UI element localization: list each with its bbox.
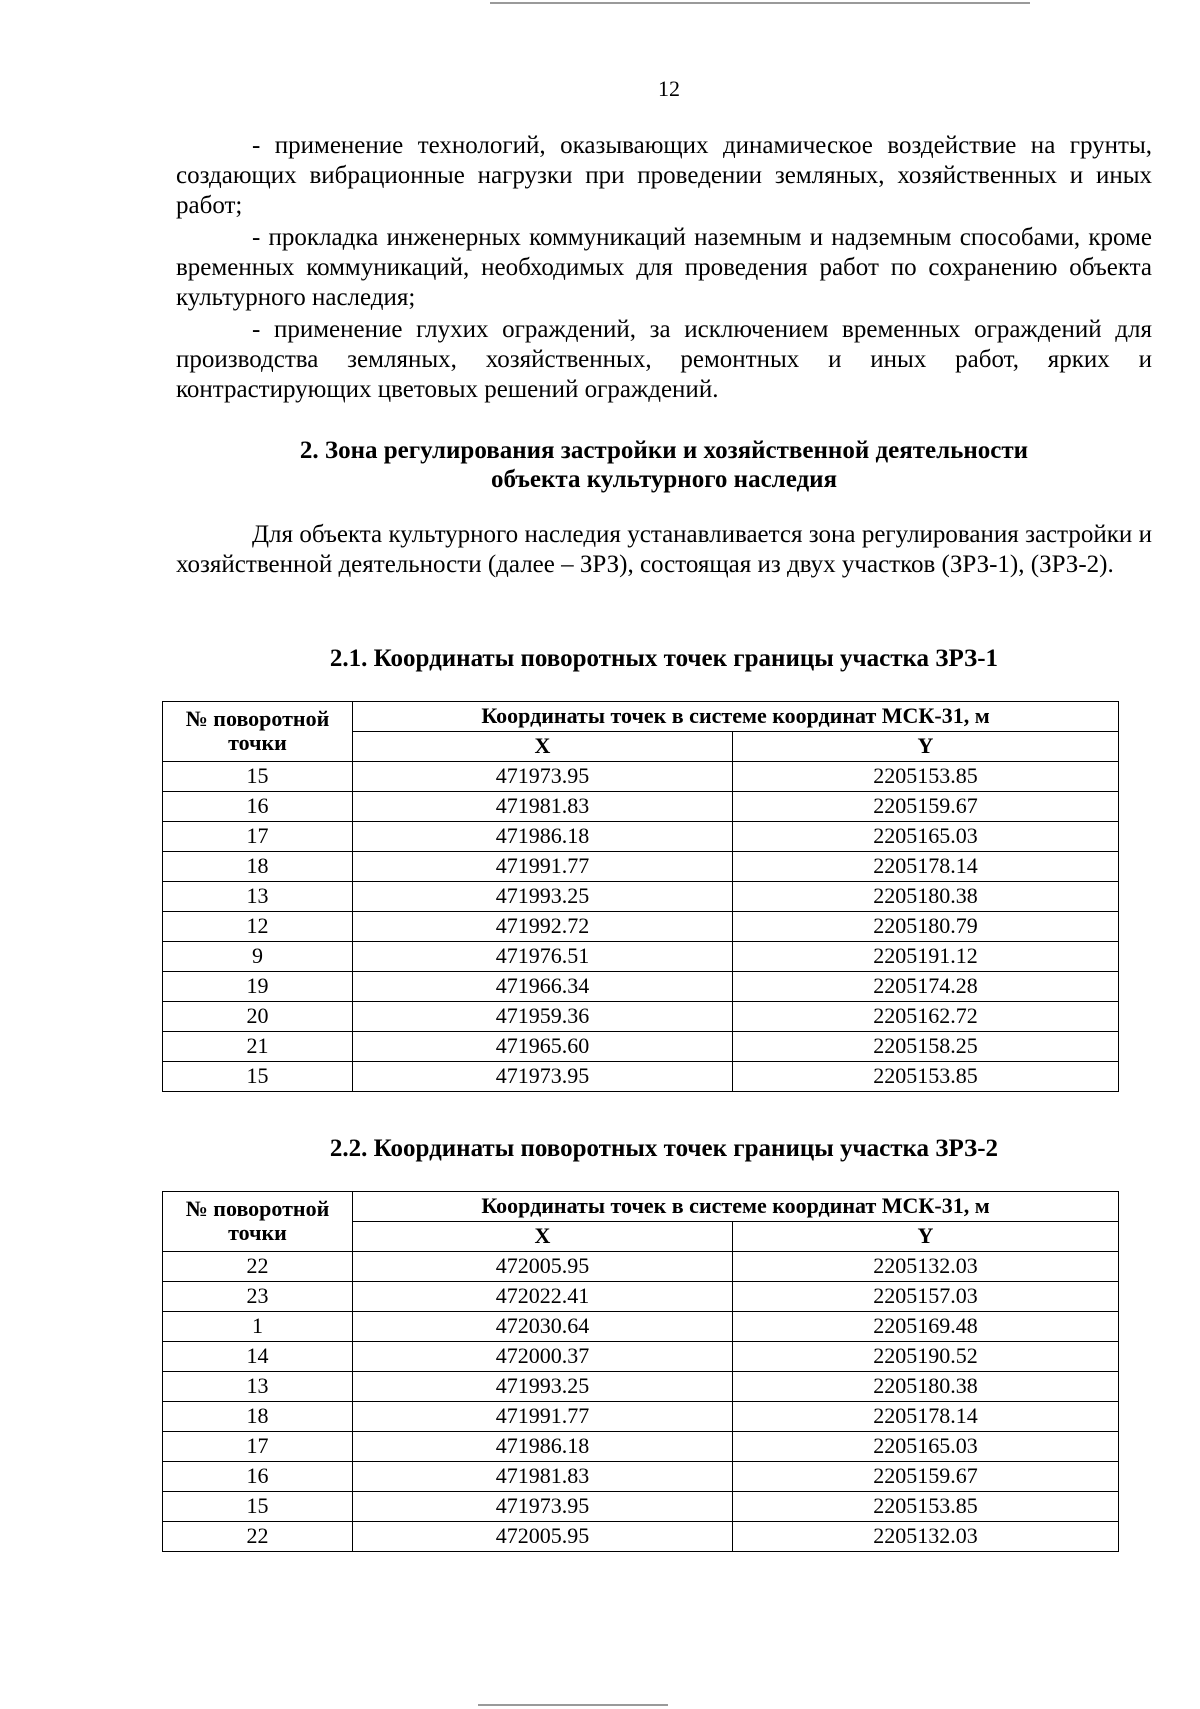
- x-cell: 472005.95: [353, 1252, 733, 1282]
- y-cell: 2205190.52: [733, 1342, 1119, 1372]
- table-row: [163, 942, 1119, 972]
- section-heading-line2: объекта культурного наследия: [490, 466, 838, 493]
- table-row: [163, 1402, 1119, 1432]
- x-cell: 471965.60: [353, 1032, 733, 1062]
- header-point-line2: точки: [228, 730, 287, 755]
- y-cell: 2205165.03: [733, 822, 1119, 852]
- table-row: [163, 1312, 1119, 1342]
- y-cell: 2205178.14: [733, 1402, 1119, 1432]
- x-cell: 471966.34: [353, 972, 733, 1002]
- y-cell: 2205169.48: [733, 1312, 1119, 1342]
- table-row: [163, 972, 1119, 1002]
- table2-title: 2.2. Координаты поворотных точек границы участка ЗРЗ-2: [329, 1135, 999, 1162]
- point-cell: 17: [163, 822, 353, 852]
- y-cell: 2205153.85: [733, 1062, 1119, 1092]
- point-cell: 16: [163, 792, 353, 822]
- x-cell: 471973.95: [353, 1062, 733, 1092]
- header-point-number: [163, 1192, 353, 1252]
- x-cell: 471992.72: [353, 912, 733, 942]
- table-row: [163, 1462, 1119, 1492]
- paragraph-utility-lines: - прокладка инженерных коммуникаций наземным и надземным способами, кроме временных коммуникаций, необходимых для проведения работ по сохранению объекта культурного наследия;: [176, 224, 1152, 311]
- table-row: [163, 1282, 1119, 1312]
- section-heading: [176, 436, 1152, 494]
- point-cell: 13: [163, 882, 353, 912]
- table-row: [163, 852, 1119, 882]
- y-cell: 2205178.14: [733, 852, 1119, 882]
- x-cell: 471981.83: [353, 792, 733, 822]
- table-row: [163, 1032, 1119, 1062]
- x-cell: 472030.64: [353, 1312, 733, 1342]
- table-row: [163, 762, 1119, 792]
- section-heading-line1: 2. Зона регулирования застройки и хозяйственной деятельности: [299, 437, 1029, 464]
- x-cell: 472005.95: [353, 1522, 733, 1552]
- paragraph-solid-fences: - применение глухих ограждений, за исключением временных ограждений для производства земляных, хозяйственных, ремонтных и иных работ, ярких и контрастирующих цветовых решений ограждений.: [176, 316, 1152, 403]
- page-number: 12: [658, 76, 680, 101]
- header-x: X: [353, 732, 733, 762]
- y-cell: 2205162.72: [733, 1002, 1119, 1032]
- point-cell: 1: [163, 1312, 353, 1342]
- point-cell: 12: [163, 912, 353, 942]
- y-cell: 2205157.03: [733, 1282, 1119, 1312]
- point-cell: 22: [163, 1252, 353, 1282]
- y-cell: 2205191.12: [733, 942, 1119, 972]
- x-cell: 471973.95: [353, 762, 733, 792]
- x-cell: 471993.25: [353, 1372, 733, 1402]
- point-cell: 22: [163, 1522, 353, 1552]
- x-cell: 471986.18: [353, 822, 733, 852]
- header-coordinates: Координаты точек в системе координат МСК-31, м: [353, 702, 1119, 732]
- y-cell: 2205132.03: [733, 1522, 1119, 1552]
- table-row: [163, 1062, 1119, 1092]
- header-point-line2: точки: [228, 1220, 287, 1245]
- point-cell: 23: [163, 1282, 353, 1312]
- table-row: [163, 882, 1119, 912]
- point-cell: 21: [163, 1032, 353, 1062]
- coordinates-table-zrz1: [162, 701, 1119, 1092]
- scan-edge-top: [490, 2, 1030, 4]
- y-cell: 2205158.25: [733, 1032, 1119, 1062]
- header-x: X: [353, 1222, 733, 1252]
- point-cell: 18: [163, 1402, 353, 1432]
- table-row: [163, 1432, 1119, 1462]
- y-cell: 2205174.28: [733, 972, 1119, 1002]
- scan-edge-bottom: [478, 1704, 668, 1706]
- header-y: Y: [733, 1222, 1119, 1252]
- table-row: [163, 822, 1119, 852]
- x-cell: 472000.37: [353, 1342, 733, 1372]
- x-cell: 471973.95: [353, 1492, 733, 1522]
- header-point-number: [163, 702, 353, 762]
- point-cell: 13: [163, 1372, 353, 1402]
- point-cell: 9: [163, 942, 353, 972]
- table-row: [163, 1522, 1119, 1552]
- point-cell: 16: [163, 1462, 353, 1492]
- x-cell: 471986.18: [353, 1432, 733, 1462]
- y-cell: 2205180.38: [733, 1372, 1119, 1402]
- header-y: Y: [733, 732, 1119, 762]
- point-cell: 20: [163, 1002, 353, 1032]
- table-row: [163, 1342, 1119, 1372]
- coordinates-table-zrz2: [162, 1191, 1119, 1552]
- header-coordinates: Координаты точек в системе координат МСК-31, м: [353, 1192, 1119, 1222]
- y-cell: 2205180.79: [733, 912, 1119, 942]
- table-row: [163, 1252, 1119, 1282]
- y-cell: 2205159.67: [733, 792, 1119, 822]
- x-cell: 471981.83: [353, 1462, 733, 1492]
- x-cell: 471991.77: [353, 1402, 733, 1432]
- table-row: [163, 1492, 1119, 1522]
- y-cell: 2205159.67: [733, 1462, 1119, 1492]
- point-cell: 15: [163, 1062, 353, 1092]
- y-cell: 2205153.85: [733, 762, 1119, 792]
- point-cell: 15: [163, 762, 353, 792]
- point-cell: 19: [163, 972, 353, 1002]
- table1-title: 2.1. Координаты поворотных точек границы участка ЗРЗ-1: [329, 645, 999, 672]
- header-point-line1: № поворотной: [185, 706, 330, 731]
- y-cell: 2205165.03: [733, 1432, 1119, 1462]
- y-cell: 2205153.85: [733, 1492, 1119, 1522]
- y-cell: 2205132.03: [733, 1252, 1119, 1282]
- point-cell: 14: [163, 1342, 353, 1372]
- point-cell: 18: [163, 852, 353, 882]
- header-point-line1: № поворотной: [185, 1196, 330, 1221]
- table-row: [163, 1372, 1119, 1402]
- x-cell: 472022.41: [353, 1282, 733, 1312]
- x-cell: 471959.36: [353, 1002, 733, 1032]
- table-row: [163, 912, 1119, 942]
- y-cell: 2205180.38: [733, 882, 1119, 912]
- table-row: [163, 792, 1119, 822]
- paragraph-zone-definition: Для объекта культурного наследия устанавливается зона регулирования застройки и хозяйственной деятельности (далее – ЗРЗ), состоящая из двух участков (ЗРЗ-1), (ЗРЗ-2).: [176, 521, 1152, 578]
- x-cell: 471993.25: [353, 882, 733, 912]
- table-row: [163, 1002, 1119, 1032]
- x-cell: 471976.51: [353, 942, 733, 972]
- point-cell: 17: [163, 1432, 353, 1462]
- point-cell: 15: [163, 1492, 353, 1522]
- paragraph-vibration-technologies: - применение технологий, оказывающих динамическое воздействие на грунты, создающих вибрационные нагрузки при проведении земляных, хозяйственных и иных работ;: [176, 132, 1152, 219]
- x-cell: 471991.77: [353, 852, 733, 882]
